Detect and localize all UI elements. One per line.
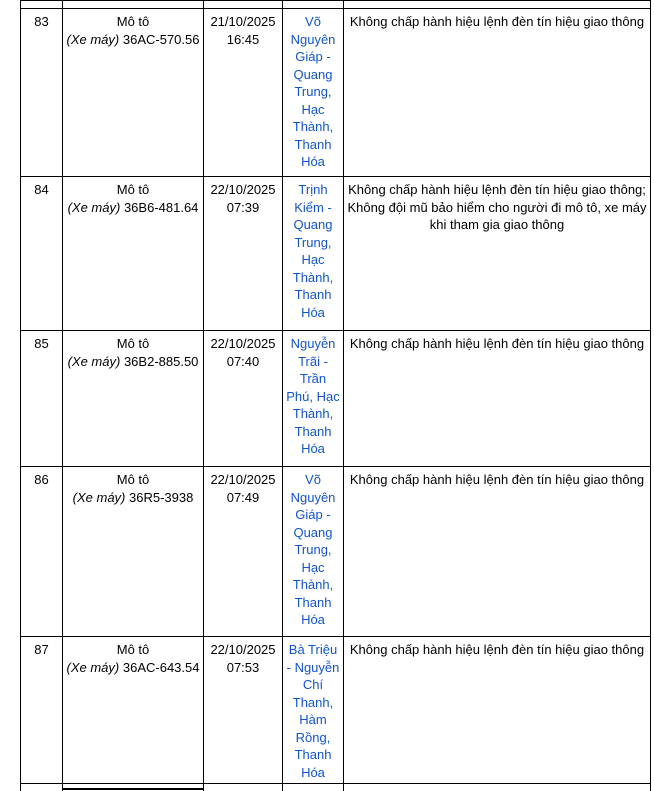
cell-next-row-image-top	[63, 784, 204, 791]
cell-empty	[283, 1, 344, 9]
cell-violation: Không chấp hành hiệu lệnh đèn tín hiệu giao thông	[344, 637, 651, 784]
table-row	[21, 177, 651, 331]
cell-vehicle	[63, 637, 204, 784]
violation-time: 07:49	[226, 489, 260, 505]
location-link[interactable]: Nguyễn Trãi - Trần Phú, Hạc Thành, Thanh Hóa	[286, 336, 340, 456]
cell-empty	[344, 784, 651, 791]
vehicle-type: Mô tô	[116, 472, 150, 487]
cell-empty	[283, 784, 344, 791]
cell-location	[283, 177, 344, 331]
vehicle-subtype: (Xe máy)	[66, 659, 120, 675]
cell-violation: Không chấp hành hiệu lệnh đèn tín hiệu giao thông	[344, 331, 651, 467]
cell-location	[283, 9, 344, 177]
cell-empty	[21, 784, 63, 791]
cell-number: 86	[21, 467, 63, 637]
table-row	[21, 637, 651, 784]
violation-date: 21/10/2025	[210, 14, 276, 29]
violation-date: 22/10/2025	[210, 182, 276, 197]
vehicle-plate-line	[65, 199, 201, 217]
violation-date: 22/10/2025	[210, 642, 276, 657]
vehicle-type: Mô tô	[116, 14, 150, 29]
cell-vehicle	[63, 331, 204, 467]
cell-empty	[63, 1, 204, 9]
vehicle-plate-line	[65, 31, 201, 49]
vehicle-plate: 36AC-643.54	[122, 659, 200, 675]
cell-vehicle	[63, 9, 204, 177]
cell-empty	[204, 1, 283, 9]
cell-empty	[21, 1, 63, 9]
vehicle-subtype: (Xe máy)	[66, 31, 120, 47]
cell-datetime	[204, 177, 283, 331]
location-link[interactable]: Bà Triệu - Nguyễn Chí Thanh, Hàm Rồng, Thanh Hóa	[286, 642, 340, 780]
table-row	[21, 331, 651, 467]
vehicle-plate-line	[65, 489, 201, 507]
violation-time: 16:45	[226, 31, 260, 47]
cell-empty	[204, 784, 283, 791]
vehicle-type: Mô tô	[116, 182, 150, 197]
violation-time: 07:40	[226, 353, 260, 369]
location-link[interactable]: Võ Nguyên Giáp - Quang Trung, Hạc Thành, Thanh Hóa	[290, 472, 336, 627]
violations-table	[20, 0, 651, 791]
violation-time: 07:39	[226, 199, 260, 215]
cell-location	[283, 331, 344, 467]
violation-date: 22/10/2025	[210, 336, 276, 351]
vehicle-plate-line	[65, 353, 201, 371]
cell-number: 87	[21, 637, 63, 784]
vehicle-plate: 36B2-885.50	[123, 353, 199, 369]
cell-location	[283, 467, 344, 637]
cell-vehicle	[63, 177, 204, 331]
table-row-partial-bottom	[21, 784, 651, 791]
cell-number: 85	[21, 331, 63, 467]
table-row	[21, 467, 651, 637]
cell-violation: Không chấp hành hiệu lệnh đèn tín hiệu giao thông	[344, 467, 651, 637]
cell-datetime	[204, 467, 283, 637]
cell-datetime	[204, 9, 283, 177]
violation-date: 22/10/2025	[210, 472, 276, 487]
cell-violation: Không chấp hành hiệu lệnh đèn tín hiệu giao thông; Không đội mũ bảo hiểm cho người đi mô tô, xe máy khi tham gia giao thông	[344, 177, 651, 331]
location-link[interactable]: Trịnh Kiểm - Quang Trung, Hạc Thành, Thanh Hóa	[292, 182, 334, 320]
vehicle-type: Mô tô	[116, 642, 150, 657]
cell-number: 83	[21, 9, 63, 177]
vehicle-plate: 36B6-481.64	[123, 199, 199, 215]
cell-violation: Không chấp hành hiệu lệnh đèn tín hiệu giao thông	[344, 9, 651, 177]
vehicle-subtype: (Xe máy)	[67, 199, 121, 215]
cell-datetime	[204, 637, 283, 784]
vehicle-plate-line	[65, 659, 201, 677]
location-link[interactable]: Võ Nguyên Giáp - Quang Trung, Hạc Thành, Thanh Hóa	[290, 14, 336, 169]
vehicle-subtype: (Xe máy)	[72, 489, 126, 505]
cell-vehicle	[63, 467, 204, 637]
vehicle-plate: 36AC-570.56	[122, 31, 200, 47]
violation-time: 07:53	[226, 659, 260, 675]
cell-datetime	[204, 331, 283, 467]
cell-location	[283, 637, 344, 784]
vehicle-plate: 36R5-3938	[129, 489, 194, 505]
vehicle-type: Mô tô	[116, 336, 150, 351]
table-row	[21, 9, 651, 177]
vehicle-subtype: (Xe máy)	[67, 353, 121, 369]
cell-empty	[344, 1, 651, 9]
cell-number: 84	[21, 177, 63, 331]
table-row-partial-top	[21, 1, 651, 9]
